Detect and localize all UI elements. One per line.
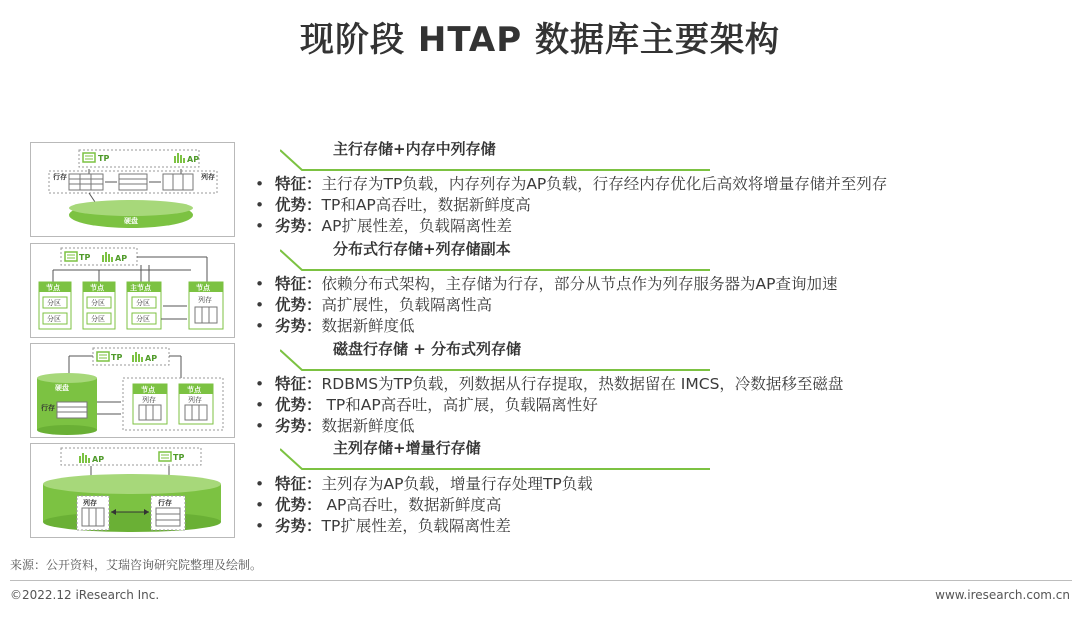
column-label: 列存 — [83, 499, 97, 507]
ap-label: AP — [115, 254, 128, 263]
main-node-label: 主节点 — [130, 284, 151, 292]
advantage-row: • 优势： AP高吞吐，数据新鲜度高 — [255, 496, 502, 514]
ap-label: AP — [92, 455, 105, 464]
node-label: 节点 — [46, 284, 60, 292]
ap-label: AP — [187, 155, 200, 164]
partition-label: 分区 — [91, 315, 105, 323]
ap-icon — [102, 252, 113, 262]
row-label: 行存 — [53, 173, 67, 181]
advantage-row: • 优势：TP和AP高吞吐，数据新鲜度高 — [255, 196, 531, 214]
node-label: 节点 — [187, 386, 201, 394]
source-note: 来源：公开资料，艾瑞咨询研究院整理及绘制。 — [10, 558, 263, 572]
feature-row: • 特征：RDBMS为TP负载，列数据从行存提取，热数据留在 IMCS，冷数据移至磁盘 — [255, 375, 844, 393]
section-heading: 主行存储+内存中列存储 — [333, 140, 496, 158]
tp-icon — [159, 452, 171, 461]
page-title: 现阶段 HTAP 数据库主要架构 — [300, 20, 780, 60]
diagram-column-plus-delta-row — [30, 443, 235, 538]
node-label: 节点 — [196, 284, 210, 292]
section-3 — [255, 338, 1045, 438]
diagram-distributed-row-column-replica — [30, 243, 235, 338]
advantage-row: • 优势：高扩展性，负载隔离性高 — [255, 296, 493, 314]
section-heading: 磁盘行存储 + 分布式列存储 — [333, 340, 522, 358]
tp-label: TP — [111, 353, 123, 362]
diagram-row-plus-inmemory-column — [30, 142, 235, 237]
section-2 — [255, 238, 1045, 338]
footer-divider — [10, 580, 1072, 581]
feature-row: • 特征：主行存为TP负载，内存列存为AP负载，行存经内存优化后高效将增量存储并至列存 — [255, 175, 888, 193]
ap-icon — [79, 453, 90, 463]
feature-row: • 特征：依赖分布式架构，主存储为行存，部分从节点作为列存服务器为AP查询加速 — [255, 275, 838, 293]
partition-label: 分区 — [47, 315, 61, 323]
ap-icon — [132, 352, 143, 362]
ap-label: AP — [145, 354, 158, 363]
diagram-disk-row-distributed-column — [30, 343, 235, 438]
disk-label: 硬盘 — [55, 384, 69, 392]
partition-label: 分区 — [136, 299, 150, 307]
disk-label: 硬盘 — [124, 217, 138, 225]
partition-label: 分区 — [136, 315, 150, 323]
ap-icon — [174, 153, 185, 163]
column-label: 列存 — [188, 396, 202, 404]
disadvantage-row: • 劣势：TP扩展性差，负载隔离性差 — [255, 517, 511, 535]
disadvantage-row: • 劣势：数据新鲜度低 — [255, 417, 415, 435]
tp-label: TP — [98, 154, 110, 163]
node-label: 节点 — [90, 284, 104, 292]
advantage-row: • 优势： TP和AP高吞吐，高扩展，负载隔离性好 — [255, 396, 598, 414]
column-label: 列存 — [198, 296, 212, 304]
section-heading: 主列存储+增量行存储 — [333, 439, 481, 457]
column-label: 列存 — [201, 173, 215, 181]
website-link[interactable]: www.iresearch.com.cn — [935, 588, 1070, 602]
column-label: 列存 — [142, 396, 156, 404]
feature-row: • 特征：主列存为AP负载，增量行存处理TP负载 — [255, 475, 593, 493]
tp-icon — [97, 352, 109, 361]
partition-label: 分区 — [91, 299, 105, 307]
disadvantage-row: • 劣势：数据新鲜度低 — [255, 317, 415, 335]
section-1 — [255, 138, 1045, 238]
row-label: 行存 — [41, 404, 55, 412]
tp-label: TP — [79, 253, 91, 262]
tp-icon — [65, 252, 77, 261]
disadvantage-row: • 劣势：AP扩展性差，负载隔离性差 — [255, 217, 512, 235]
tp-icon — [83, 153, 95, 162]
tp-label: TP — [173, 453, 185, 462]
partition-label: 分区 — [47, 299, 61, 307]
node-label: 节点 — [141, 386, 155, 394]
section-4 — [255, 437, 1045, 537]
copyright: ©2022.12 iResearch Inc. — [10, 588, 160, 602]
section-heading: 分布式行存储+列存储副本 — [333, 240, 511, 258]
row-label: 行存 — [158, 499, 172, 507]
